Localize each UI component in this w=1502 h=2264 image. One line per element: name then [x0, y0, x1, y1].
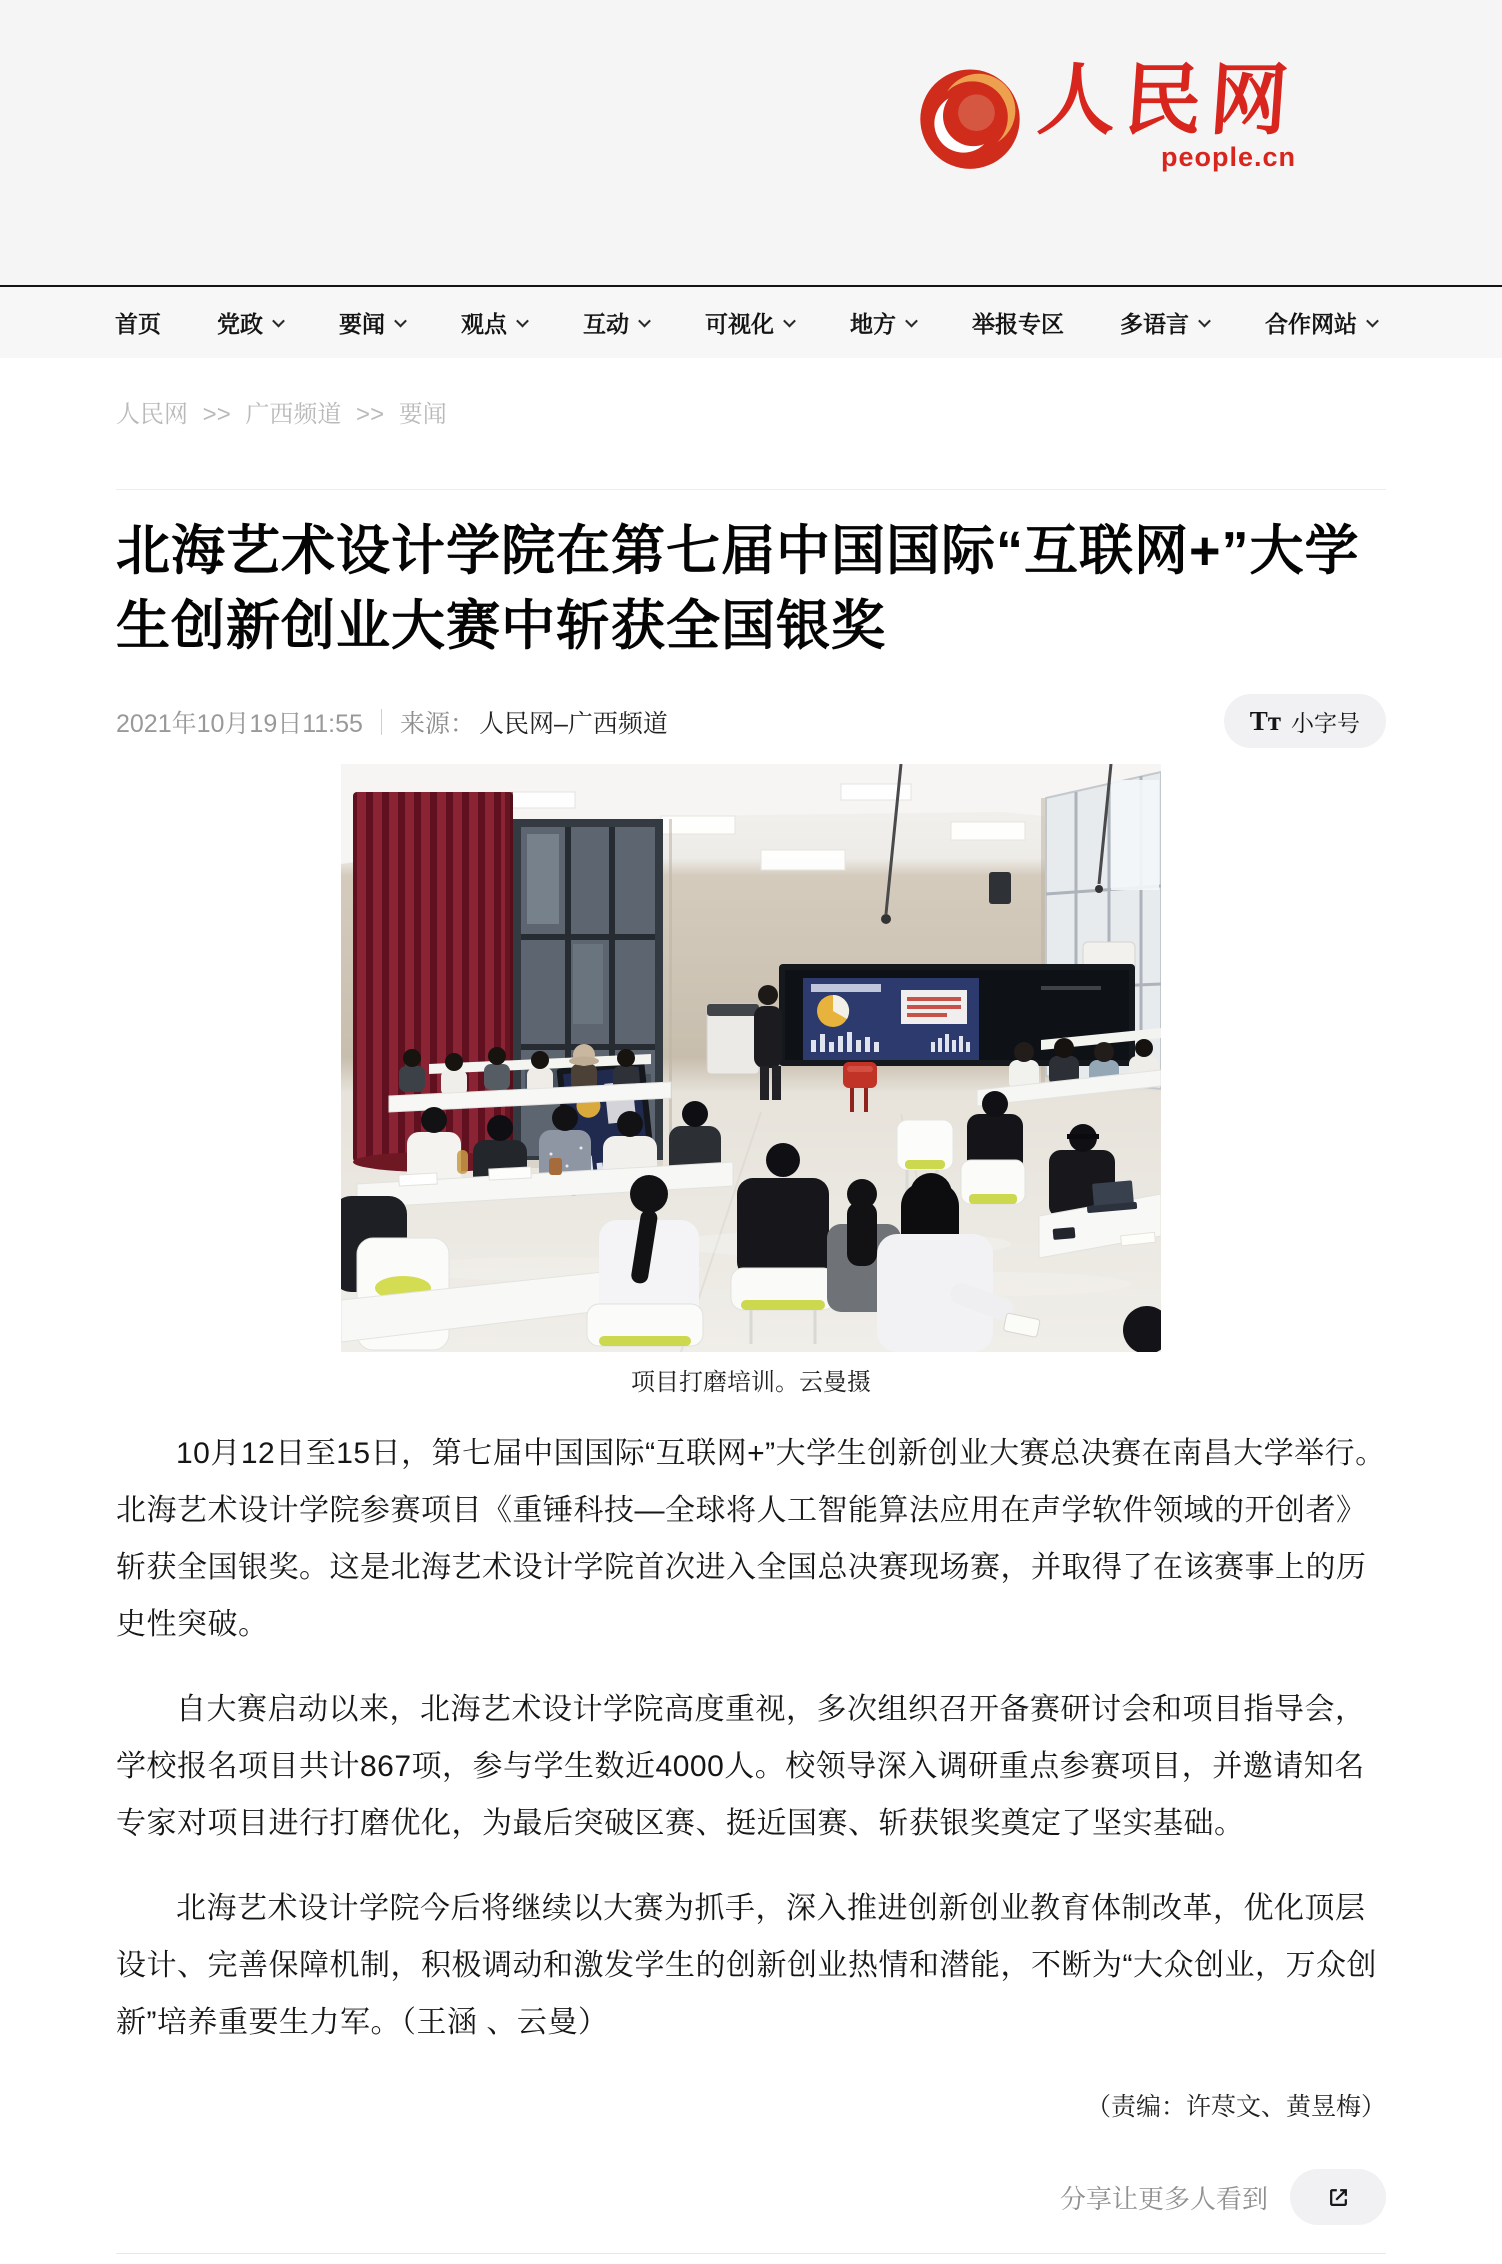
- nav-item-yaowen[interactable]: [339, 306, 405, 339]
- breadcrumb-yaowen[interactable]: 要闻: [398, 401, 447, 428]
- nav-label: 观点: [461, 311, 507, 337]
- paragraph-2: 自大赛启动以来，北海艺术设计学院高度重视，多次组织召开备赛研讨会和项目指导会，学校报名项目共计867项，参与学生数近4000人。校领导深入调研重点参赛项目，并邀请知名专家对项目进行打磨优化，为最后突破区赛、挺近国赛、斩获银奖奠定了坚实基础。: [116, 1693, 1366, 1840]
- source-label: 来源：: [399, 710, 475, 738]
- logo-text: [1034, 57, 1300, 173]
- breadcrumb-separator: >>: [356, 401, 385, 428]
- editor-note: （责编：许荩文、黄昱梅）: [1085, 2093, 1386, 2121]
- nav-item-hudong[interactable]: [583, 306, 649, 339]
- meta-divider: [381, 709, 382, 735]
- logo-chinese-text: 人民网: [1034, 57, 1300, 144]
- article-figure: [116, 764, 1386, 1397]
- nav-label: 首页: [115, 311, 161, 337]
- chevron-down-icon: [905, 315, 918, 328]
- article-photo: [341, 764, 1161, 1352]
- nav-label: 合作网站: [1265, 311, 1357, 337]
- nav-item-jubaozhuanqu[interactable]: [972, 306, 1064, 339]
- breadcrumb-separator: >>: [202, 401, 231, 428]
- breadcrumb-people-cn[interactable]: 人民网: [116, 401, 188, 428]
- share-icon: [1325, 2184, 1352, 2211]
- nav-item-home[interactable]: [115, 306, 161, 339]
- nav-label: 要闻: [339, 311, 385, 337]
- paragraph-1: 10月12日至15日，第七届中国国际“互联网+”大学生创新创业大赛总决赛在南昌大学举行。北海艺术设计学院参赛项目《重锤科技—全球将人工智能算法应用在声学软件领域的开创者》斩获全国银奖。这是北海艺术设计学院首次进入全国总决赛现场赛，并取得了在该赛事上的历史性突破。: [116, 1437, 1386, 1641]
- chevron-down-icon: [272, 315, 285, 328]
- nav-item-duoyuyan[interactable]: [1120, 306, 1209, 339]
- nav-label: 举报专区: [972, 311, 1064, 337]
- nav-label: 地方: [850, 311, 896, 337]
- article-source[interactable]: 人民网–广西频道: [478, 710, 668, 738]
- article-date: 2021年10月19日11:55: [116, 710, 363, 738]
- nav-label: 可视化: [705, 311, 774, 337]
- chevron-down-icon: [394, 315, 407, 328]
- nav-label: 多语言: [1120, 311, 1189, 337]
- main-nav: [0, 287, 1502, 358]
- photo-caption: 项目打磨培训。云曼摄: [631, 1369, 871, 1396]
- chevron-down-icon: [638, 315, 651, 328]
- site-header: [0, 0, 1502, 287]
- article-title: 北海艺术设计学院在第七届中国国际“互联网+”大学生创新创业大赛中斩获全国银奖: [116, 521, 1360, 656]
- nav-label: 党政: [217, 311, 263, 337]
- chevron-down-icon: [516, 315, 529, 328]
- share-row: [116, 2169, 1386, 2225]
- classroom-photo-illustration: [341, 764, 1161, 1352]
- nav-item-keshihua[interactable]: [705, 306, 794, 339]
- chevron-down-icon: [1198, 315, 1211, 328]
- article-head: [116, 489, 1386, 750]
- presentation-screen: [779, 964, 1135, 1066]
- share-text: 分享让更多人看到: [1059, 2183, 1268, 2214]
- logo-english-text: people.cn: [1160, 141, 1297, 172]
- article-body: [116, 1425, 1386, 2051]
- chevron-down-icon: [1366, 315, 1379, 328]
- bottom-divider: [116, 2253, 1386, 2254]
- font-size-icon: Tт: [1249, 705, 1281, 736]
- meta-row: [116, 694, 1386, 750]
- breadcrumb: [116, 394, 1386, 429]
- font-size-label: 小字号: [1291, 709, 1360, 736]
- paragraph-3: 北海艺术设计学院今后将继续以大赛为抓手，深入推进创新创业教育体制改革，优化顶层设计、完善保障机制，积极调动和激发学生的创新创业热情和潜能，不断为“大众创业，万众创新”培养重要生力军。（王涵 、云曼）: [116, 1892, 1377, 2039]
- nav-item-dangzheng[interactable]: [217, 306, 283, 339]
- nav-item-difang[interactable]: [850, 306, 916, 339]
- nav-label: 互动: [583, 311, 629, 337]
- chevron-down-icon: [783, 315, 796, 328]
- nav-item-hezuowangzhan[interactable]: [1265, 306, 1377, 339]
- people-cn-emblem-icon: [916, 60, 1024, 174]
- article-content: [0, 394, 1502, 2264]
- font-size-button[interactable]: [1224, 694, 1386, 748]
- share-button[interactable]: [1290, 2169, 1386, 2225]
- breadcrumb-guangxi-channel[interactable]: 广西频道: [245, 401, 342, 428]
- people-cn-logo[interactable]: [916, 57, 1300, 174]
- nav-item-guandian[interactable]: [461, 306, 527, 339]
